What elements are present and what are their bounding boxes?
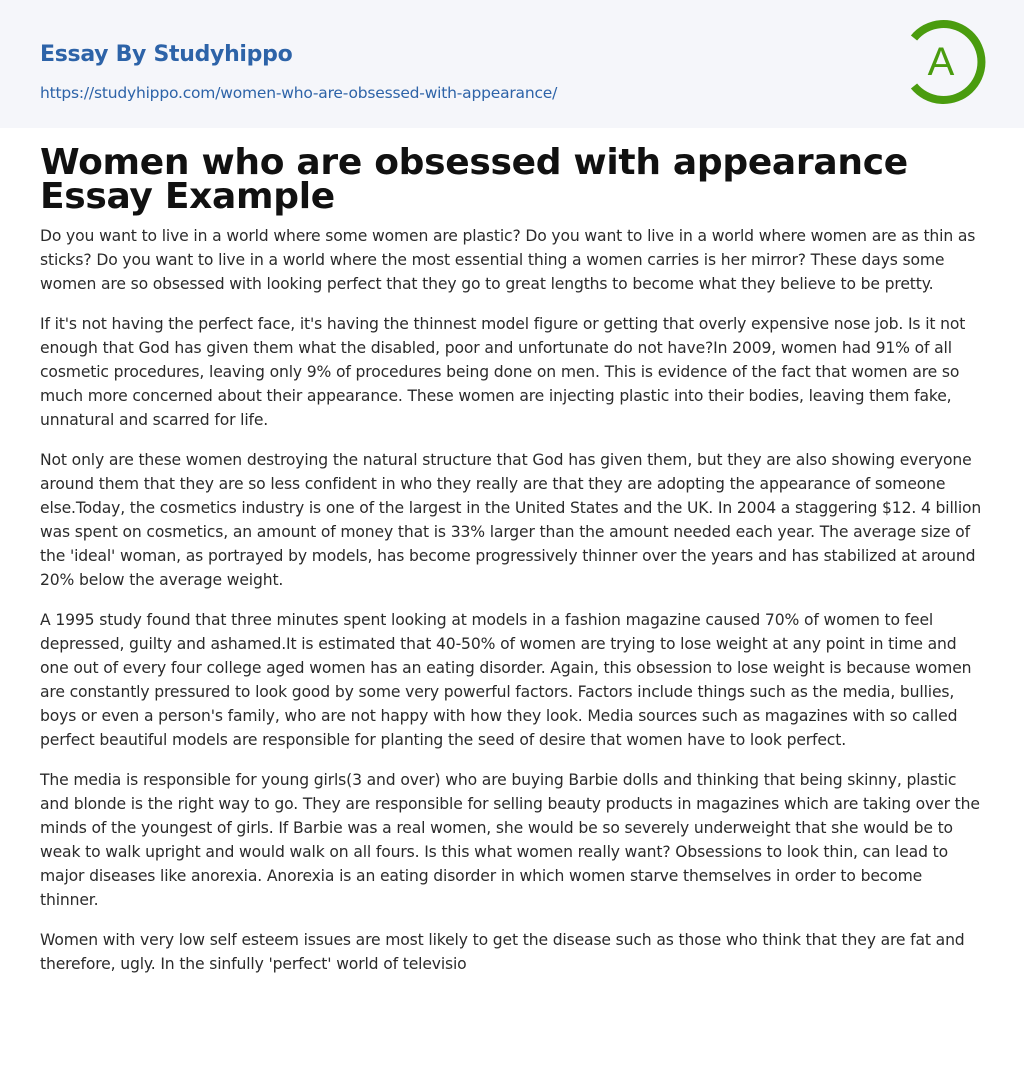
article — [0, 128, 1024, 1012]
brand-title: Essay By Studyhippo — [40, 42, 293, 67]
paragraph: If it's not having the perfect face, it's having the thinnest model figure or getting that overly expensive nose job. Is it not enough that God has given them what the disabled, poor and unfortunate do not have?In 2009, women had 91% of all cosmetic procedures, leaving only 9% of procedures being done on men. This is evidence of the fact that women are so much more concerned about their appearance. These women are injecting plastic into their bodies, leaving them fake, unnatural and scarred for life. — [40, 315, 966, 429]
svg-text:A: A — [927, 40, 955, 84]
page-title: Women who are obsessed with appearance Essay Example — [40, 142, 908, 217]
paragraph: Do you want to live in a world where some women are plastic? Do you want to live in a world where women are as thin as sticks? Do you want to live in a world where the most essential thing a women carries is her mirror? These days some women are so obsessed with looking perfect that they go to great lengths to become what they believe to be pretty. — [40, 227, 976, 293]
paragraph: Not only are these women destroying the natural structure that God has given them, but they are also showing everyone around them that they are so less confident in who they really are that they are adopting the appearance of someone else.Today, the cosmetics industry is one of the largest in the United States and the UK. In 2004 a staggering $12. 4 billion was spent on cosmetics, an amount of money that is 33% larger than the amount needed each year. The average size of the 'ideal' woman, as portrayed by models, has become progressively thinner over the years and has stabilized at around 20% below the average weight. — [40, 451, 982, 589]
paragraph: The media is responsible for young girls(3 and over) who are buying Barbie dolls and thinking that being skinny, plastic and blonde is the right way to go. They are responsible for selling beauty products in magazines which are taking over the minds of the youngest of girls. If Barbie was a real women, she would be so severely underweight that she would be to weak to walk upright and would walk on all fours. Is this what women really want? Obsessions to look thin, can lead to major diseases like anorexia. Anorexia is an eating disorder in which women starve themselves in order to become thinner. — [40, 771, 980, 909]
paragraph: Women with very low self esteem issues are most likely to get the disease such as those who think that they are fat and therefore, ugly. In the sinfully 'perfect' world of televisio — [40, 931, 965, 973]
essay-url-link[interactable]: https://studyhippo.com/women-who-are-obsessed-with-appearance/ — [40, 84, 558, 102]
paragraph: A 1995 study found that three minutes spent looking at models in a fashion magazine caused 70% of women to feel depressed, guilty and ashamed.It is estimated that 40-50% of women are trying to lose weight at any point in time and one out of every four college aged women has an eating disorder. Again, this obsession to lose weight is because women are constantly pressured to look good by some very powerful factors. Factors include things such as the media, bullies, boys or even a person's family, who are not happy with how they look. Media sources such as magazines with so called perfect beautiful models are responsible for planting the seed of desire that women have to look perfect. — [40, 611, 972, 749]
site-header — [0, 0, 1024, 128]
logo-icon[interactable] — [898, 18, 986, 106]
